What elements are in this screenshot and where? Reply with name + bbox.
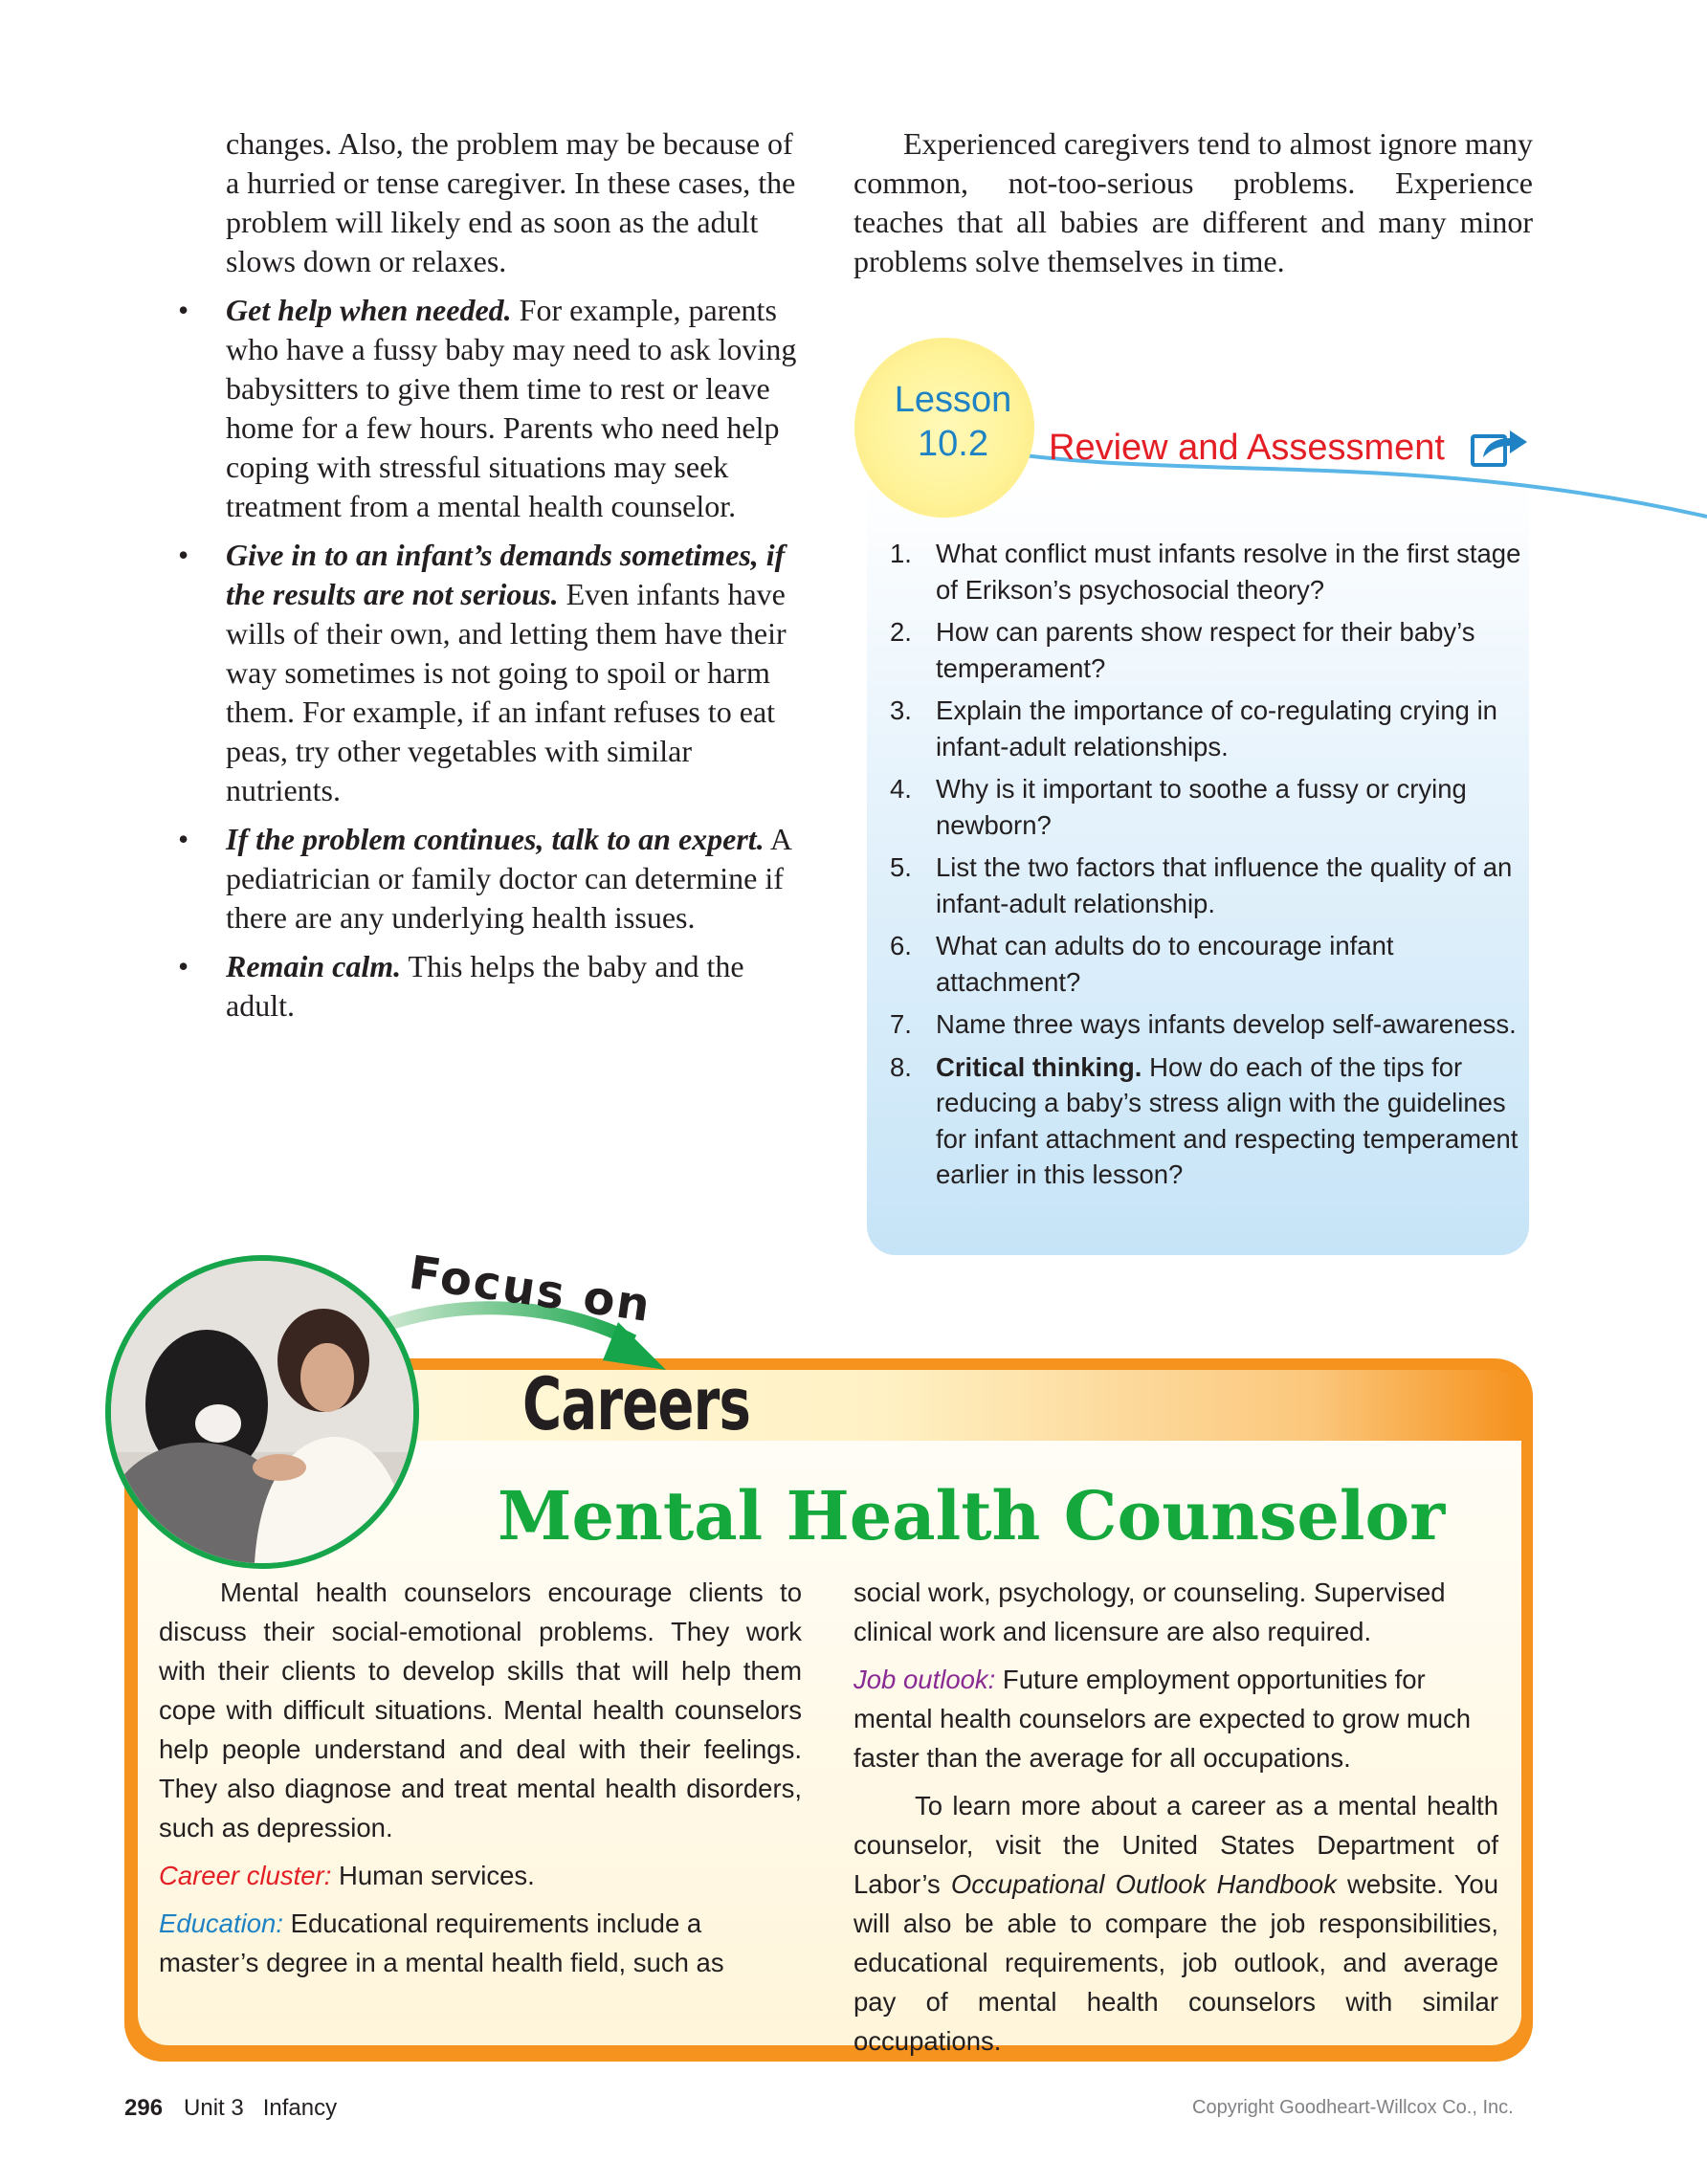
lesson-number: 10.2 xyxy=(918,424,988,464)
tip-lead: If the problem continues, talk to an expert. xyxy=(226,822,765,856)
bullet-dot: • xyxy=(178,949,189,983)
question-text: List the two factors that influence the quality of an infant-adult relationship. xyxy=(936,852,1513,918)
bullet-dot: • xyxy=(178,293,189,327)
question-text: What conflict must infants resolve in the first stage of Erikson’s psychosocial theory? xyxy=(936,539,1521,605)
career-cluster-text: Human services. xyxy=(331,1861,535,1890)
question-number: 7. xyxy=(890,1009,912,1039)
review-question xyxy=(890,1049,1521,1193)
tip-lead: Give in to an infant’s demands sometimes, if the results are not serious. xyxy=(226,538,786,611)
question-number: 5. xyxy=(890,852,912,882)
education-continued: social work, psychology, or counseling. Supervised clinical work and licensure are also required. xyxy=(854,1577,1446,1646)
tip-lead: Get help when needed. xyxy=(226,293,512,327)
review-question xyxy=(890,771,1521,843)
review-question xyxy=(890,536,1521,607)
education-text: Educational requirements include a master’s degree in a mental health field, such as xyxy=(159,1908,724,1977)
learn-more-text: To learn more about a career as a mental health counselor, visit the United States Department of Labor’s xyxy=(854,1791,1498,1899)
question-number: 1. xyxy=(890,539,912,568)
learn-more-text-2: website. You will also be able to compare the job responsibilities, educational requirements, job outlook, and average pay of mental health counselors with similar occupations. xyxy=(854,1869,1499,2056)
continuation-paragraph: changes. Also, the problem may be because of a hurried or tense caregiver. In these cases, the problem will likely end as soon as the adult slows down or relaxes. xyxy=(226,126,796,278)
review-questions xyxy=(890,536,1521,1200)
careers-intro: Mental health counselors encourage clients to discuss their social-emotional problems. They work with their clients to develop skills that will help them cope with difficult situations. Mental health counselors help people understand and deal with their feelings. They also diagnose and treat mental health disorders, such as depression. xyxy=(159,1577,802,1842)
tip-bullet xyxy=(176,947,808,1026)
counselor-photo xyxy=(105,1255,419,1569)
focus-on-label: Focus on xyxy=(406,1246,655,1334)
careers-left-column xyxy=(159,1573,802,1991)
critical-thinking-label: Critical thinking. xyxy=(936,1051,1142,1082)
bullet-dot: • xyxy=(178,538,189,572)
review-question xyxy=(890,614,1521,686)
careers-heading: Careers xyxy=(522,1361,751,1446)
tip-text: Even infants have wills of their own, and letting them have their way sometimes is not going to spoil or harm them. For example, if an infant refuses to eat peas, try other vegetables with similar nutrients. xyxy=(226,577,787,807)
page-footer xyxy=(124,2095,337,2122)
counseling-session-image xyxy=(111,1261,413,1563)
question-text: How do each of the tips for reducing a baby’s stress align with the guidelines for infant attachment and respecting temperament earlier in this lesson? xyxy=(936,1051,1519,1189)
page-number: 296 xyxy=(124,2095,164,2121)
handbook-title: Occupational Outlook Handbook xyxy=(950,1869,1337,1899)
share-arrow-icon[interactable] xyxy=(1470,423,1531,469)
question-text: Name three ways infants develop self-awareness. xyxy=(936,1009,1517,1039)
tip-bullet xyxy=(176,536,808,810)
question-text: Why is it important to soothe a fussy or crying newborn? xyxy=(936,774,1467,840)
right-column xyxy=(854,124,1533,281)
tip-text: For example, parents who have a fussy baby may need to ask loving babysitters to give them time to rest or leave home for a few hours. Parents who need help coping with stressful situations may seek treatment from a mental health counselor. xyxy=(226,293,797,523)
question-number: 4. xyxy=(890,774,912,804)
lesson-label: Lesson xyxy=(894,380,1012,420)
job-outlook xyxy=(854,1660,1498,1777)
section-label: Unit 3 Infancy xyxy=(184,2095,338,2121)
education-label: Education: xyxy=(159,1908,283,1938)
question-text: Explain the importance of co-regulating crying in infant-adult relationships. xyxy=(936,695,1497,761)
learn-more xyxy=(854,1786,1498,2061)
question-number: 6. xyxy=(890,931,912,960)
question-number: 2. xyxy=(890,617,912,647)
tip-text: This helps the baby and the adult. xyxy=(226,949,744,1023)
question-number: 3. xyxy=(890,695,912,725)
education xyxy=(159,1904,802,1982)
tip-bullet xyxy=(176,820,808,938)
career-title: Mental Health Counselor xyxy=(498,1476,1446,1555)
question-text: How can parents show respect for their baby’s temperament? xyxy=(936,617,1475,683)
caregivers-paragraph: Experienced caregivers tend to almost ignore many common, not-too-serious problems. Experience teaches that all babies are different and many minor problems solve themselves in time. xyxy=(854,126,1533,278)
left-column xyxy=(176,124,808,1026)
question-number: 8. xyxy=(890,1051,912,1082)
question-text: What can adults do to encourage infant attachment? xyxy=(936,931,1394,997)
bullet-dot: • xyxy=(178,822,189,856)
careers-right-column xyxy=(854,1573,1498,2069)
job-outlook-text: Future employment opportunities for mental health counselors are expected to grow much faster than the average for all occupations. xyxy=(854,1665,1472,1773)
review-question xyxy=(890,849,1521,921)
review-question xyxy=(890,693,1521,764)
review-question xyxy=(890,928,1521,1000)
copyright: Copyright Goodheart-Willcox Co., Inc. xyxy=(1192,2097,1514,2118)
review-question xyxy=(890,1006,1521,1043)
review-title: Review and Assessment xyxy=(1049,428,1445,468)
career-cluster-label: Career cluster: xyxy=(159,1861,332,1890)
career-cluster xyxy=(159,1856,802,1895)
tip-text: A pediatrician or family doctor can determine if there are any underlying health issues. xyxy=(226,822,791,935)
tip-bullet xyxy=(176,291,808,526)
tip-lead: Remain calm. xyxy=(226,949,402,983)
job-outlook-label: Job outlook: xyxy=(854,1665,996,1694)
